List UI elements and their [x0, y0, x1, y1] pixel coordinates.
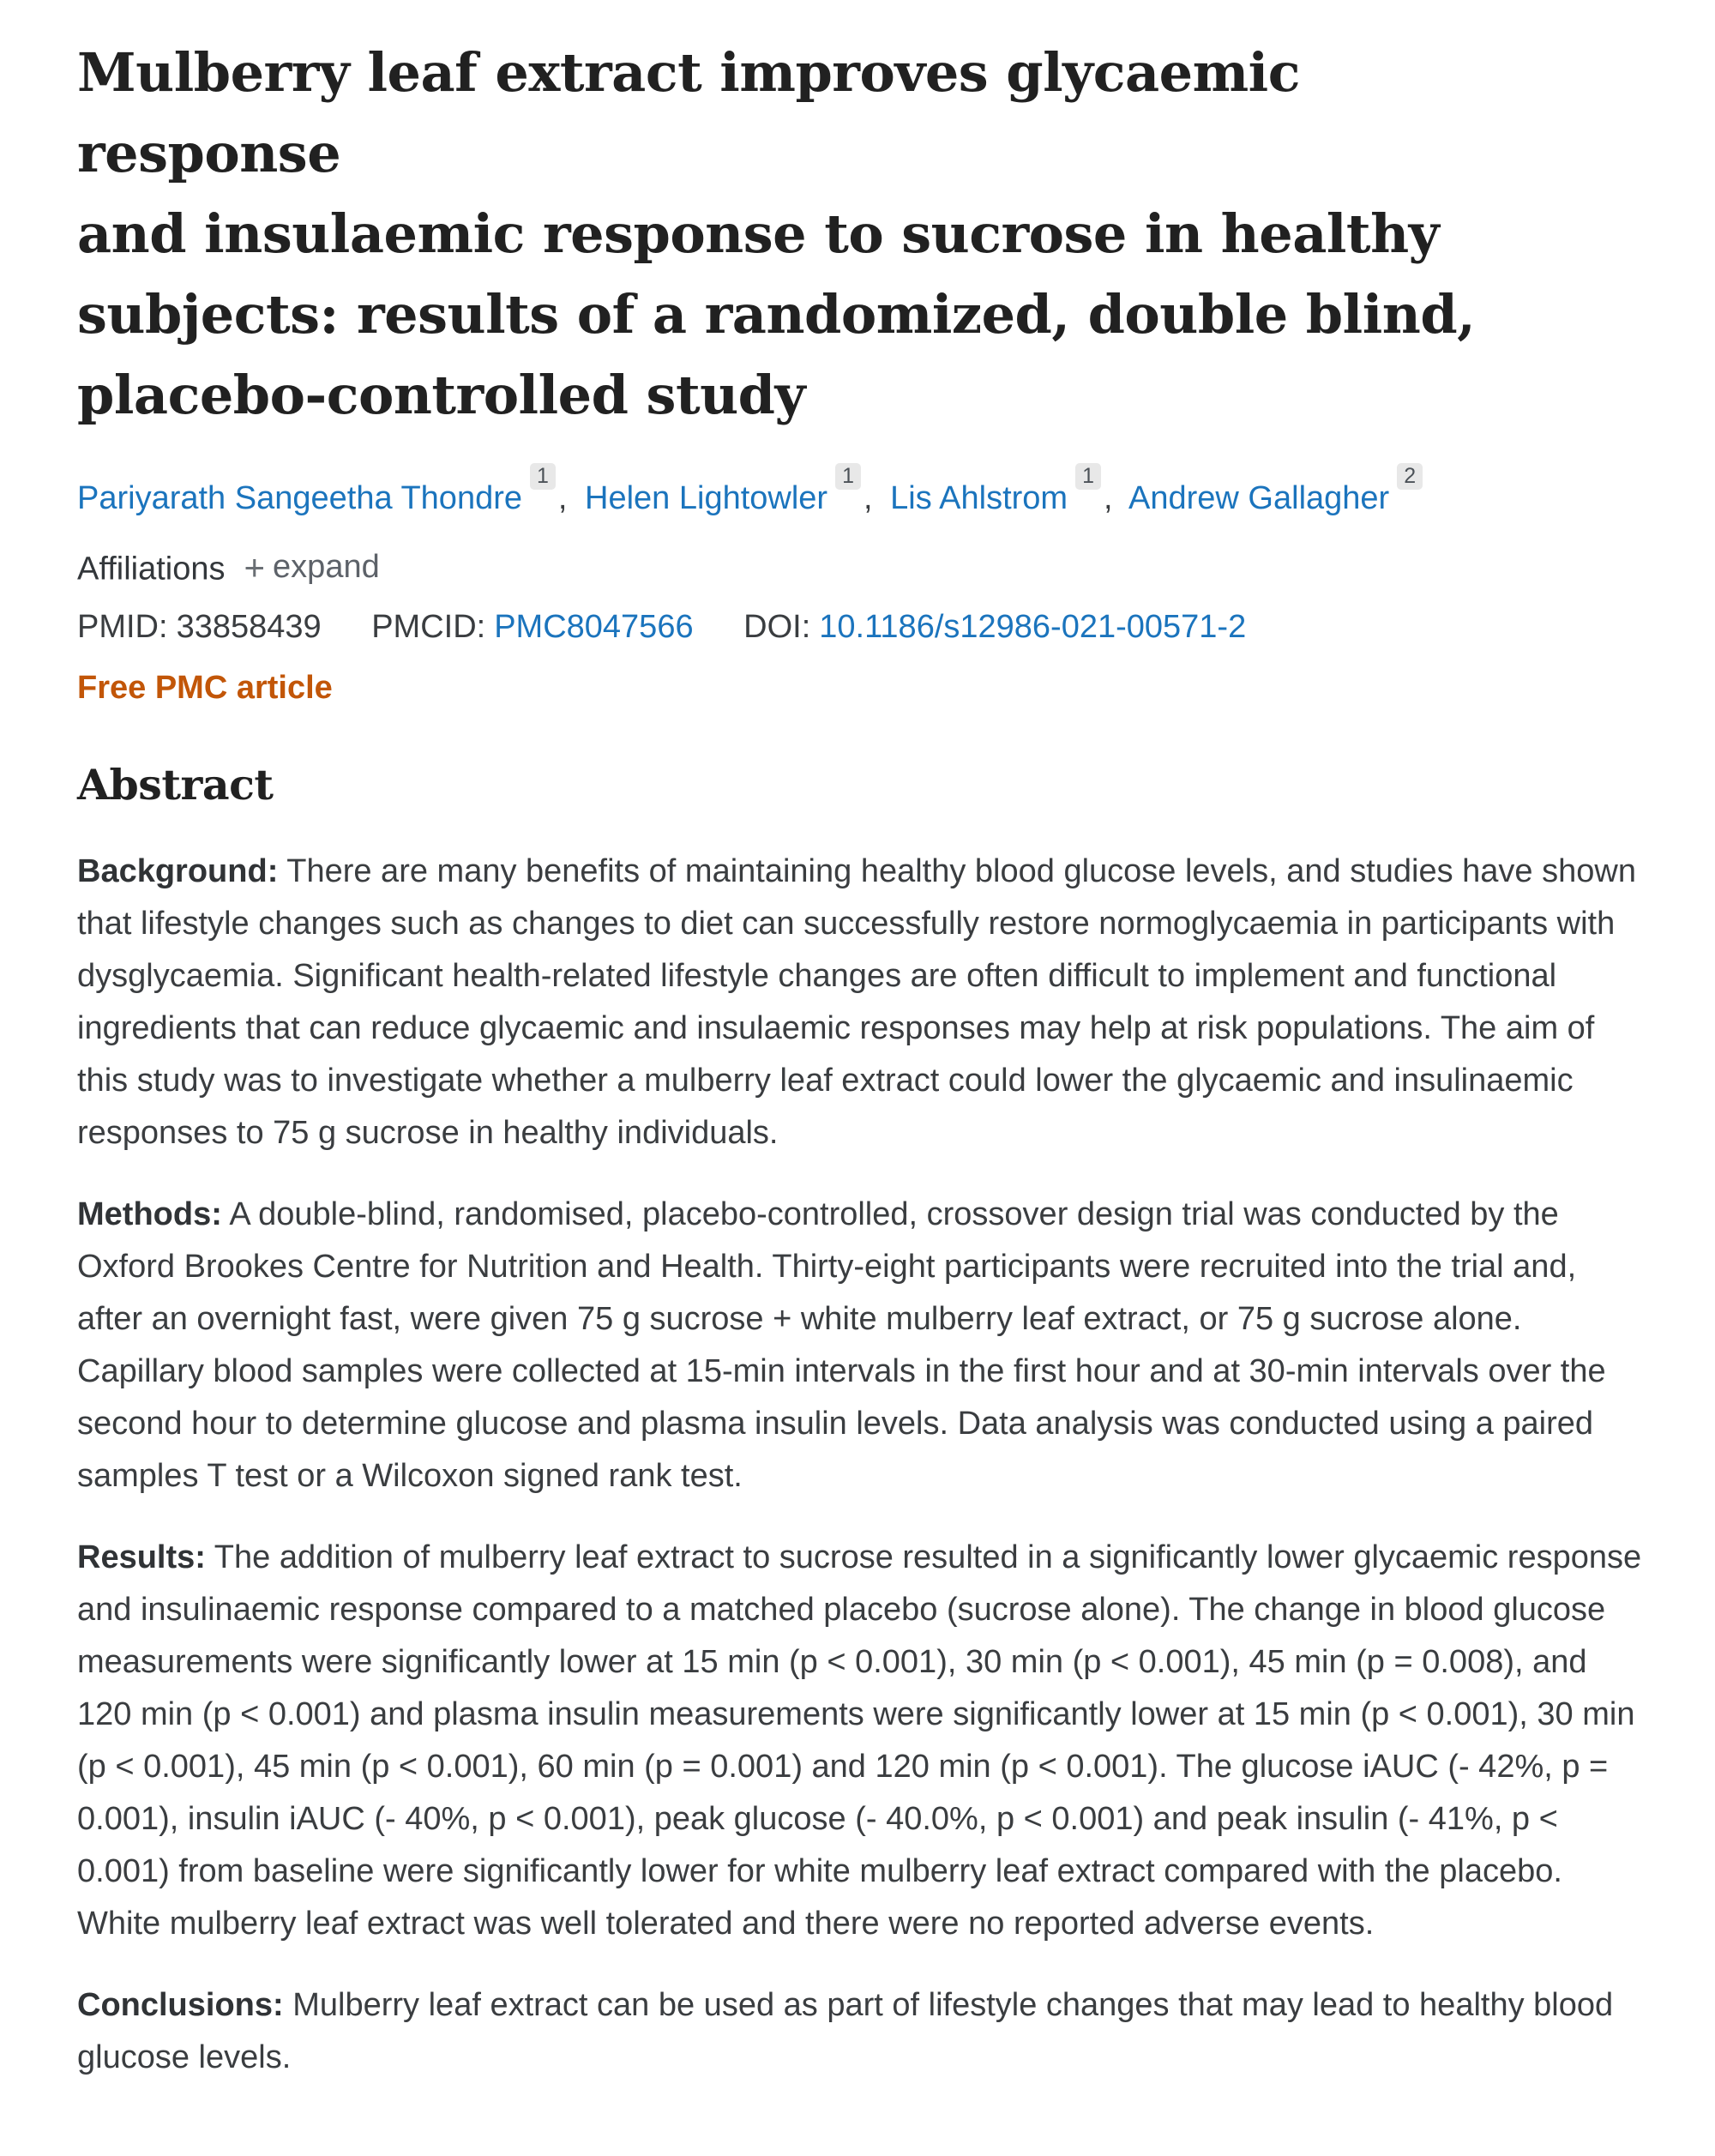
abstract-body [77, 846, 1646, 2084]
doi-group [743, 609, 1246, 645]
affiliations-row [77, 546, 1646, 588]
affiliations-expand-button[interactable] [244, 546, 380, 587]
abstract-section-label: Background: [77, 852, 279, 889]
author-link[interactable]: Pariyarath Sangeetha Thondre [77, 480, 522, 516]
article-title-line: subjects: results of a randomized, double blind, [77, 283, 1476, 346]
author [1128, 464, 1425, 516]
identifiers-row [77, 609, 1646, 646]
article-title [77, 33, 1552, 436]
doi-link[interactable]: 10.1186/s12986-021-00571-2 [819, 608, 1247, 645]
author-affiliation-superscript: 1 [1075, 463, 1101, 490]
abstract-section [77, 1189, 1646, 1503]
author [77, 464, 575, 516]
abstract-heading: Abstract [77, 759, 274, 810]
author-separator: , [557, 480, 568, 516]
author-affiliation-superscript: 1 [530, 463, 556, 490]
abstract-section-text: The addition of mulberry leaf extract to sucrose resulted in a significantly lower glycaemic response and insulinaemic response compared to a matched placebo (sucrose alone). The change in blood glucose measurements were significantly lower at 15 min (p < 0.001), 30 min (p < 0.001), 45 min (p = 0.008), and 120 min (p < 0.001) and plasma insulin measurements were significantly lower at 15 min (p < 0.001), 30 min (p < 0.001), 45 min (p < 0.001), 60 min (p = 0.001) and 120 min (p < 0.001). The glucose iAUC (- 42%, p = 0.001), insulin iAUC (- 40%, p < 0.001), peak glucose (- 40.0%, p < 0.001) and peak insulin (- 41%, p < 0.001) from baseline were significantly lower for white mulberry leaf extract compared with the placebo. White mulberry leaf extract was well tolerated and there were no reported adverse events. [77, 1539, 1642, 1942]
author-link[interactable]: Lis Ahlstrom [890, 480, 1068, 516]
author-link[interactable]: Andrew Gallagher [1128, 480, 1390, 516]
author-list [77, 464, 1646, 520]
abstract-section-text: Mulberry leaf extract can be used as part of lifestyle changes that may lead to healthy blood glucose levels. [77, 1986, 1614, 2075]
plus-icon: + [244, 546, 266, 587]
abstract-section-label: Results: [77, 1539, 206, 1575]
author-link[interactable]: Helen Lightowler [585, 480, 828, 516]
abstract-section [77, 1979, 1646, 2084]
abstract-section [77, 846, 1646, 1159]
affiliations-label: Affiliations [77, 551, 226, 587]
pmcid-group [371, 609, 693, 645]
abstract-section [77, 1532, 1646, 1950]
abstract-section-text: A double-blind, randomised, placebo-controlled, crossover design trial was conducted by the Oxford Brookes Centre for Nutrition and Health. Thirty-eight participants were recruited into the trial and, after an overnight fast, were given 75 g sucrose + white mulberry leaf extract, or 75 g sucrose alone. Capillary blood samples were collected at 15-min intervals in the first hour and at 30-min intervals over the second hour to determine glucose and plasma insulin levels. Data analysis was conducted using a paired samples T test or a Wilcoxon signed rank test. [77, 1195, 1606, 1494]
affiliations-expand-label: expand [273, 549, 380, 585]
article-title-line: Mulberry leaf extract improves glycaemic response [77, 41, 1300, 184]
pmcid-label: PMCID: [371, 608, 486, 645]
pmid-label: PMID: [77, 608, 168, 645]
author-affiliation-superscript: 2 [1397, 463, 1423, 490]
abstract-section-label: Conclusions: [77, 1986, 284, 2023]
abstract-section-label: Methods: [77, 1195, 222, 1232]
free-pmc-article-label: Free PMC article [77, 669, 333, 706]
author-affiliation-superscript: 1 [835, 463, 861, 490]
doi-label: DOI: [743, 608, 811, 645]
pmid-value: 33858439 [176, 608, 322, 645]
author-separator: , [1104, 480, 1113, 516]
author [585, 464, 882, 516]
article-title-line: placebo-controlled study [77, 364, 806, 426]
article-title-line: and insulaemic response to sucrose in healthy [77, 202, 1440, 265]
pmid-group [77, 609, 322, 645]
author-separator: , [864, 480, 873, 516]
pmcid-link[interactable]: PMC8047566 [494, 608, 694, 645]
author [890, 464, 1121, 516]
abstract-section-text: There are many benefits of maintaining healthy blood glucose levels, and studies have shown that lifestyle changes such as changes to diet can successfully restore normoglycaemia in participants with dysglycaemia. Significant health-related lifestyle changes are often difficult to implement and functional ingredients that can reduce glycaemic and insulaemic responses may help at risk populations. The aim of this study was to investigate whether a mulberry leaf extract could lower the glycaemic and insulinaemic responses to 75 g sucrose in healthy individuals. [77, 852, 1636, 1151]
